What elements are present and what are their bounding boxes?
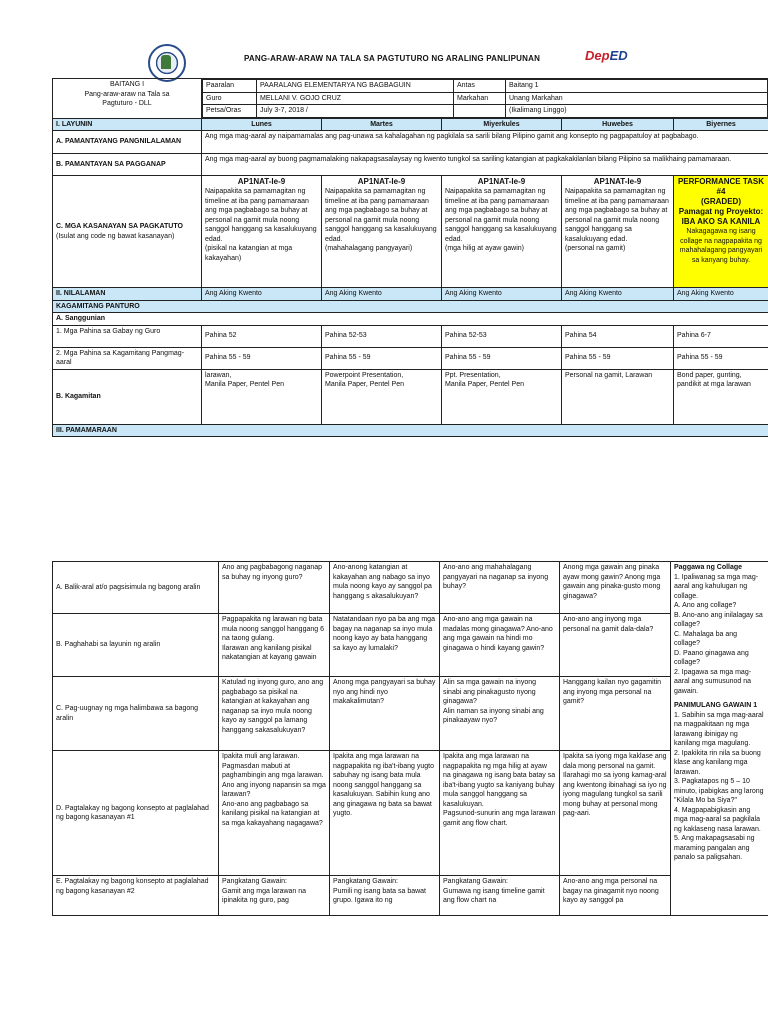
procedure-cell: Ano-anong katangian at kakayahan ang nabago sa inyo mula noong kayo ay sanggol pa hanggang s akasalukuyan? xyxy=(330,562,440,614)
quarter-label: Markahan xyxy=(454,92,506,105)
kasanayan-label: C. MGA KASANAYAN SA PAGKATUTO xyxy=(56,223,183,230)
day-miyerkules: Miyerkules xyxy=(442,118,562,131)
procedure-label: D. Pagtalakay ng bagong konsepto at paglalahad ng bagong kasanayan #1 xyxy=(53,751,219,876)
procedure-cell: Katulad ng inyong guro, ano ang pagbabago sa pisikal na katangian at kakayahan ang naganap sa inyo mula noong kayo ay sanggol pa lamang hanggang sakasalukuyan? xyxy=(219,677,330,751)
kasanayan-cell-lunes: AP1NAT-Ie-9 Naipapakita sa pamamagitan ng timeline at iba pang pamamaraan ang mga pagbabago sa buhay at personal na gamit mula noong sanggol hanggang sa kasalukuyang edad. (pisikal na katangian at mga kakayahan) xyxy=(202,176,322,288)
procedure-cell: Alin sa mga gawain na inyong sinabi ang pinakagusto nyong ginagawa? Alin naman sa inyong sinabi ang pinakaayaw nyo? xyxy=(440,677,560,751)
nilalaman-lunes: Ang Aking Kwento xyxy=(202,288,322,301)
procedure-cell: Ano ang pagbabagong naganap sa buhay ng inyong guro? xyxy=(219,562,330,614)
gabay-lunes: Pahina 52 xyxy=(202,325,322,347)
gabay-martes: Pahina 52-53 xyxy=(322,325,442,347)
kasanayan-cell-huwebes: AP1NAT-Ie-9 Naipapakita sa pamamagitan ng timeline at iba pang pamamaraan ang mga pagbabago sa buhay at personal na gamit mula noong sanggol hanggang sa kasalukuyang edad. (personal na gamit) xyxy=(562,176,674,288)
procedure-row xyxy=(53,751,768,876)
kagamitan-heading: KAGAMITANG PANTURO xyxy=(53,300,768,313)
pamamaraan-heading: III. PAMAMARAAN xyxy=(53,424,768,437)
school-label: Paaralan xyxy=(203,80,257,93)
nilalaman-huwebes: Ang Aking Kwento xyxy=(562,288,674,301)
procedure-cell: Pangkatang Gawain: Pumili ng isang bata sa bawat grupo. Igawa ito ng xyxy=(330,876,440,916)
procedure-row xyxy=(53,677,768,751)
teacher-value: MELLANI V. GOJO CRUZ xyxy=(257,92,454,105)
pagganap-label: B. PAMANTAYAN SA PAGGANAP xyxy=(53,154,202,176)
nilalaman-label: II. NILALAMAN xyxy=(53,288,202,301)
kagamitan-biyernes: Bond paper, gunting, pandikit at mga larawan xyxy=(674,369,768,424)
kagamitan-pahina-label: 2. Mga Pahina sa Kagamitang Pangmag-aaral xyxy=(53,347,202,369)
kasanayan-cell-martes: AP1NAT-Ie-9 Naipapakita sa pamamagitan ng timeline at iba pang pamamaraan ang mga pagbabago sa buhay at personal na gamit mula noong sanggol hanggang sa kasalukuyang edad. (mahahalagang pangyayari) xyxy=(322,176,442,288)
level-label: Antas xyxy=(454,80,506,93)
kagamitan-pahina-huwebes: Pahina 55 - 59 xyxy=(562,347,674,369)
layunin-heading: I. LAYUNIN xyxy=(53,118,202,131)
day-martes: Martes xyxy=(322,118,442,131)
procedure-cell: Ano-ano ang inyong mga personal na gamit dala-dala? xyxy=(560,614,671,677)
gabay-huwebes: Pahina 54 xyxy=(562,325,674,347)
nilalaman-martes: Ang Aking Kwento xyxy=(322,288,442,301)
kagamitan-row xyxy=(53,369,768,424)
procedure-cell: Ipakita sa iyong mga kaklase ang dala mong personal na gamit. Ilarahagi mo sa iyong kamag-aral ang kwentong ibinahagi sa iyo ng iyong magulang tungkol sa sarili mong buhay at personal mong pag-aari. xyxy=(560,751,671,876)
quarter-value: Unang Markahan xyxy=(506,92,768,105)
pagganap-row xyxy=(53,154,768,176)
procedure-row xyxy=(53,562,768,614)
procedures-table xyxy=(52,561,768,916)
procedure-cell: Pangkatang Gawain: Gamit ang mga larawan na ipinakita ng guro, pag xyxy=(219,876,330,916)
procedure-cell: Natatandaan nyo pa ba ang mga bagay na naganap sa inyo mula noong kayo ay bata hanggang sa kayo ay lumalaki? xyxy=(330,614,440,677)
kagamitan-pahina-row xyxy=(53,347,768,369)
procedure-label: E. Pagtalakay ng bagong konsepto at paglalahad ng bagong kasanayan #2 xyxy=(53,876,219,916)
procedure-cell: Anong mga gawain ang pinaka ayaw mong gawin? Anong mga gawain ang pinaka-gusto mong ginagawa? xyxy=(560,562,671,614)
school-value: PAARALANG ELEMENTARYA NG BAGBAGUIN xyxy=(257,80,454,93)
procedure-row xyxy=(53,614,768,677)
kagamitan-pahina-biyernes: Pahina 55 - 59 xyxy=(674,347,768,369)
nilalaman-row xyxy=(53,288,768,301)
pamantayang-label: A. PAMANTAYANG PANGNILALAMAN xyxy=(53,131,202,154)
procedure-row xyxy=(53,876,768,916)
kagamitan-heading-row xyxy=(53,300,768,313)
procedure-label: A. Balik-aral at/o pagsisimula ng bagong aralin xyxy=(53,562,219,614)
kagamitan-label: B. Kagamitan xyxy=(53,369,202,424)
deped-seal-icon xyxy=(148,44,186,82)
kagamitan-huwebes: Personal na gamit, Larawan xyxy=(562,369,674,424)
procedure-cell: Hanggang kailan nyo gagamitin ang inyong mga personal na gamit? xyxy=(560,677,671,751)
pagganap-text: Ang mga mag-aaral ay buong pagmamalaking nakapagsasalaysay ng kwento tungkol sa sariling katangian at pagkakakilanlan bilang Pilipino sa malikhaing pamamaraan. xyxy=(202,154,768,176)
pamamaraan-row xyxy=(53,424,768,437)
document-title: PANG-ARAW-ARAW NA TALA SA PAGTUTURO NG ARALING PANLIPUNAN xyxy=(243,54,541,63)
kagamitan-martes: Powerpoint Presentation, Manila Paper, Pentel Pen xyxy=(322,369,442,424)
procedure-cell: Ano-ano ang mga gawain na madalas mong ginagawa? Ano-ano ang mga gawain na hindi mo ginagawa o hindi kayang gawin? xyxy=(440,614,560,677)
gabay-row xyxy=(53,325,768,347)
kagamitan-pahina-miyerkules: Pahina 55 - 59 xyxy=(442,347,562,369)
grade-cell: BAITANG I Pang-araw-araw na Tala sa Pagtuturo - DLL xyxy=(53,79,202,119)
date-value: July 3-7, 2018 / xyxy=(257,105,454,118)
procedure-cell: Pagpapakita ng larawan ng bata mula noong sanggol hanggang 6 na taong gulang. Ilarawan ang kanilang pisikal nakatangian at kayang gawain xyxy=(219,614,330,677)
gabay-miyerkules: Pahina 52-53 xyxy=(442,325,562,347)
kasanayan-sub: (Isulat ang code ng bawat kasanayan) xyxy=(56,232,175,240)
kagamitan-pahina-martes: Pahina 55 - 59 xyxy=(322,347,442,369)
teacher-label: Guro xyxy=(203,92,257,105)
pamantayang-row xyxy=(53,131,768,154)
sanggunian-heading: A. Sanggunian xyxy=(53,313,768,326)
procedure-cell: Ano-ano ang mahahalagang pangyayari na naganap sa inyong buhay? xyxy=(440,562,560,614)
document-header xyxy=(0,40,768,76)
nilalaman-biyernes: Ang Aking Kwento xyxy=(674,288,768,301)
nilalaman-miyerkules: Ang Aking Kwento xyxy=(442,288,562,301)
procedure-cell: Ipakita ang mga larawan na nagpapakita ng mga hilig at ayaw na ginagawa ng isang bata batay sa iba't-ibang yugto sa kaniyang buhay mula sanggol hanggang sa kasalukuyan. Pagsunod-sunurin ang mga larawan gamit ang flow chart. xyxy=(440,751,560,876)
pamantayang-text: Ang mga mag-aaral ay naipamamalas ang pag-unawa sa kahalagahan ng pagkilala sa sarili bilang Pilipino gamit ang konsepto ng pagpapatuloy at pagbabago. xyxy=(202,131,768,154)
kasanayan-cell-miyerkules: AP1NAT-Ie-9 Naipapakita sa pamamagitan ng timeline at iba pang pamamaraan ang mga pagbabago sa buhay at personal na gamit mula noong sanggol hanggang sa kasalukuyang edad. (mga hilig at ayaw gawin) xyxy=(442,176,562,288)
procedure-cell: Ano-ano ang mga personal na bagay na ginagamit nyo noong kayo ay sanggol pa xyxy=(560,876,671,916)
gabay-label: 1. Mga Pahina sa Gabay ng Guro xyxy=(53,325,202,347)
procedure-cell: Ipakita muli ang larawan. Pagmasdan mabuti at paghambingin ang mga larawan. Ano ang inyong napansin sa mga larawan? Ano-ano ang pagbabago sa kanilang pisikal na katangian at sa mga kakayahang nagagawa? xyxy=(219,751,330,876)
kasanayan-row xyxy=(53,176,768,288)
procedure-cell: Anong mga pangyayari sa buhay nyo ang hindi nyo makakalimutan? xyxy=(330,677,440,751)
kagamitan-pahina-lunes: Pahina 55 - 59 xyxy=(202,347,322,369)
sanggunian-row xyxy=(53,313,768,326)
level-value: Baitang 1 xyxy=(506,80,768,93)
procedure-label: B. Paghahabi sa layunin ng aralin xyxy=(53,614,219,677)
kasanayan-label-cell xyxy=(53,176,202,288)
performance-task-cell: PERFORMANCE TASK #4 (GRADED) Pamagat ng Proyekto: IBA AKO SA KANILA Nakagagawa ng isang collage na nagpapakita ng mahahalagang pangyayari sa kanyang buhay. xyxy=(674,176,768,288)
kagamitan-miyerkules: Ppt. Presentation, Manila Paper, Pentel Pen xyxy=(442,369,562,424)
procedure-cell: Pangkatang Gawain: Gumawa ng isang timeline gamit ang flow chart na xyxy=(440,876,560,916)
gabay-biyernes: Pahina 6-7 xyxy=(674,325,768,347)
layunin-row xyxy=(53,118,768,131)
dll-main-table xyxy=(52,78,768,437)
procedure-cell: Ipakita ang mga larawan na nagpapakita ng iba't-ibang yugto sabuhay ng isang bata mula noong sanggol hanggang sa kasalukuyan. Sabihin kung ano ang ginagawa ng bata sa bawat yugto. xyxy=(330,751,440,876)
day-huwebes: Huwebes xyxy=(562,118,674,131)
procedure-label: C. Pag-uugnay ng mga halimbawa sa bagong aralin xyxy=(53,677,219,751)
day-lunes: Lunes xyxy=(202,118,322,131)
day-biyernes: Biyernes xyxy=(674,118,768,131)
date-label: Petsa/Oras xyxy=(203,105,257,118)
kagamitan-lunes: larawan, Manila Paper, Pentel Pen xyxy=(202,369,322,424)
week-value: (Ikalimang Linggo) xyxy=(506,105,768,118)
deped-logo: DepED xyxy=(585,48,628,63)
friday-activity-cell: Paggawa ng Collage 1. Ipaliwanag sa mga mag-aaral ang kahulugan ng collage. A. Ano ang collage? B. Ano-ano ang inilalagay sa collage? C. Mahalaga ba ang collage? D. Paano ginagawa ang collage? 2. Ipagawa sa mga mag-aaral ang sumusunod na gawain. PANIMULANG GAWAIN 1 1. Sabihin sa mga mag-aaral na magpakitaan ng mga larawang ibinigay ng kanilang mga magulang. 2. Ipakikita rin nila sa buong klase ang kanilang mga larawan. 3. Pagkatapos ng 5 – 10 minuto, ipabigkas ang larong "Kilala Mo ba Siya?" 4. Magpapabigkasin ang mga mag-aaral sa pagkilala ng kaklaseng nasa larawan. 5. Ang makapagsasabi ng maraming pangalan ang panalo sa paligsahan. xyxy=(671,562,768,916)
